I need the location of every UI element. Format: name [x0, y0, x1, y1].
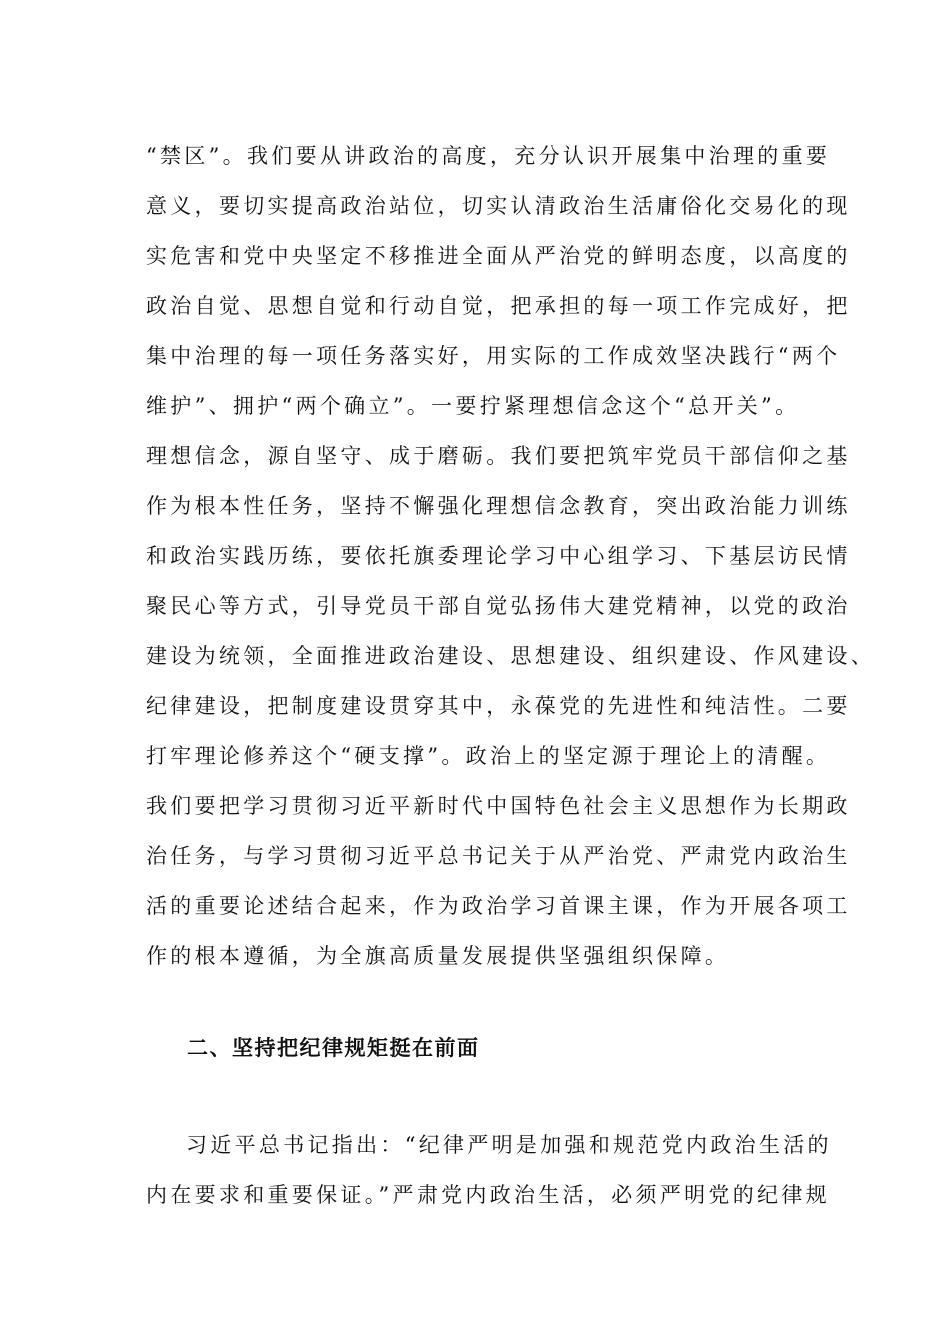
text-line: 打牢理论修养这个“硬支撑”。政治上的坚定源于理论上的清醒。 — [146, 744, 831, 768]
text-line: 内在要求和重要保证。”严肃党内政治生活，必须严明党的纪律规 — [146, 1183, 830, 1207]
body-paragraph-2 — [146, 1120, 846, 1220]
text-line: 纪律建设，把制度建设贯穿其中，永葆党的先进性和纯洁性。二要 — [146, 694, 851, 718]
text-line: 建设为统领，全面推进政治建设、思想建设、组织建设、作风建设、 — [146, 644, 875, 668]
section-heading: 二、坚持把纪律规矩挺在前面 — [187, 1035, 480, 1060]
text-line: 作为根本性任务，坚持不懈强化理想信念教育，突出政治能力训练 — [146, 494, 851, 518]
text-line: 我们要把学习贯彻习近平新时代中国特色社会主义思想作为长期政 — [146, 794, 851, 818]
text-line: 治任务，与学习贯彻习近平总书记关于从严治党、严肃党内政治生 — [146, 844, 851, 868]
text-line: 实危害和党中央坚定不移推进全面从严治党的鲜明态度，以高度的 — [146, 244, 851, 268]
text-line: 维护”、拥护“两个确立”。一要拧紧理想信念这个“总开关”。 — [146, 394, 800, 418]
text-line: 聚民心等方式，引导党员干部自觉弘扬伟大建党精神，以党的政治 — [146, 594, 851, 618]
text-line: 理想信念，源自坚守、成于磨砺。我们要把筑牢党员干部信仰之基 — [146, 444, 851, 468]
text-line: 和政治实践历练，要依托旗委理论学习中心组学习、下基层访民情 — [146, 544, 851, 568]
body-paragraph-1 — [146, 131, 875, 981]
text-line: 意义，要切实提高政治站位，切实认清政治生活庸俗化交易化的现 — [146, 194, 851, 218]
text-line: 政治自觉、思想自觉和行动自觉，把承担的每一项工作完成好，把 — [146, 294, 851, 318]
text-line: 活的重要论述结合起来，作为政治学习首课主课，作为开展各项工 — [146, 894, 851, 918]
text-line: “禁区”。我们要从讲政治的高度，充分认识开展集中治理的重要 — [146, 144, 831, 168]
text-line: 习近平总书记指出：“纪律严明是加强和规范党内政治生活的 — [186, 1133, 832, 1157]
text-line: 集中治理的每一项任务落实好，用实际的工作成效坚决践行“两个 — [146, 344, 841, 368]
text-line: 作的根本遵循，为全旗高质量发展提供坚强组织保障。 — [146, 944, 730, 968]
